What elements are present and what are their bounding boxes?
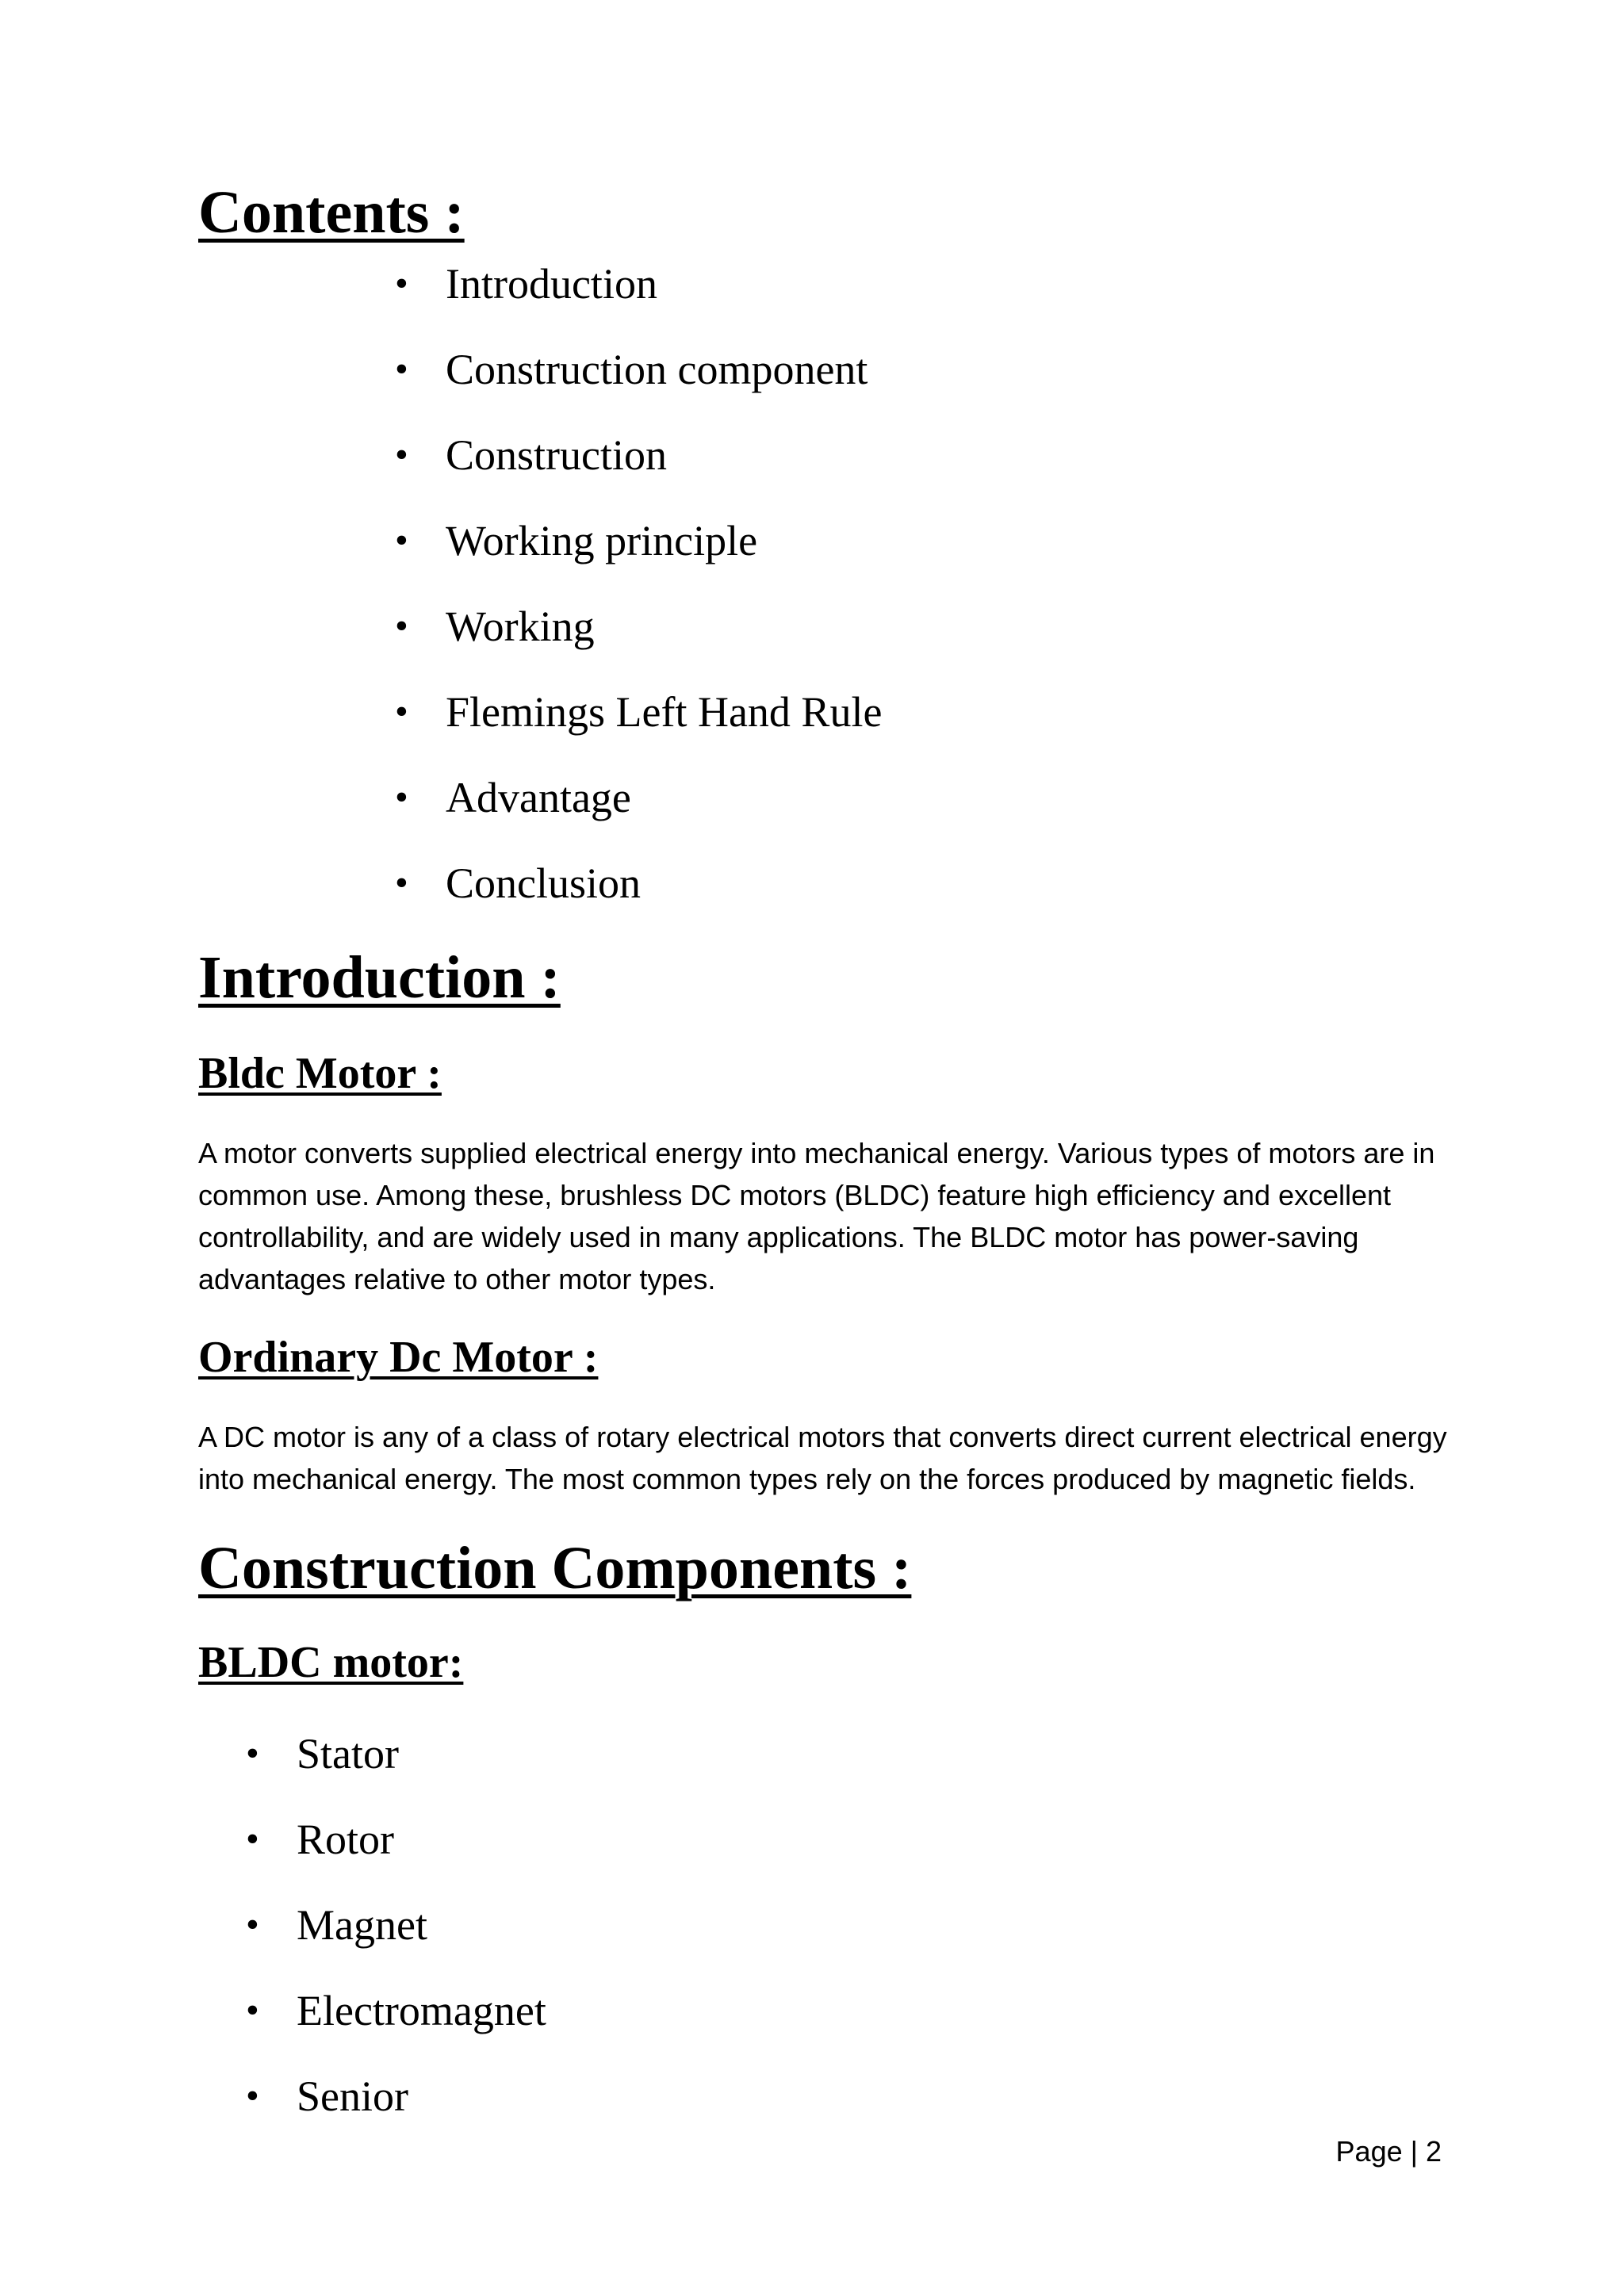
list-item-label: Construction component — [446, 346, 868, 393]
ordinary-dc-motor-paragraph: A DC motor is any of a class of rotary electrical motors that converts direct current electrical energy into mechanical energy. The most common types rely on the forces produced by magnetic fields. — [198, 1421, 1447, 1495]
bullet-icon: • — [395, 519, 408, 561]
list-item-label: Senior — [297, 2072, 408, 2120]
list-item — [246, 1797, 546, 1882]
list-item — [395, 241, 882, 327]
bullet-icon: • — [246, 1732, 259, 1774]
list-item — [395, 584, 882, 669]
list-item-label: Electromagnet — [297, 1987, 546, 2034]
bullet-icon: • — [395, 776, 408, 818]
introduction-heading: Introduction : — [198, 944, 561, 1011]
bullet-icon: • — [395, 605, 408, 647]
bullet-icon: • — [395, 262, 408, 304]
bullet-icon: • — [395, 434, 408, 476]
bullet-icon: • — [246, 2075, 259, 2117]
page-number: Page | 2 — [1335, 2135, 1442, 2168]
list-item — [395, 327, 882, 412]
list-item-label: Conclusion — [446, 859, 642, 907]
list-item-label: Advantage — [446, 774, 631, 821]
list-item — [246, 2053, 546, 2139]
list-item — [395, 840, 882, 926]
list-item-label: Rotor — [297, 1816, 395, 1863]
construction-components-heading: Construction Components : — [198, 1535, 912, 1601]
list-item-label: Working — [446, 603, 595, 650]
list-item — [395, 755, 882, 840]
list-item — [246, 1968, 546, 2053]
bullet-icon: • — [395, 691, 408, 733]
list-item — [246, 1882, 546, 1968]
bullet-icon: • — [246, 1904, 259, 1946]
list-item-label: Construction — [446, 431, 667, 479]
list-item — [395, 669, 883, 755]
bldc-motor-subheading: BLDC motor: — [198, 1638, 464, 1687]
list-item-label: Flemings Left Hand Rule — [446, 688, 883, 736]
list-item-label: Introduction — [446, 260, 657, 308]
components-list — [246, 1711, 546, 2139]
bldc-motor-heading: Bldc Motor : — [198, 1049, 442, 1098]
contents-list — [395, 241, 883, 926]
bullet-icon: • — [395, 348, 408, 390]
list-item — [395, 412, 882, 498]
bldc-motor-paragraph: A motor converts supplied electrical energy into mechanical energy. Various types of motors are in common use. Among these, brushless DC motors (BLDC) feature high efficiency and excellent controllability, and are widely used in many applications. The BLDC motor has power-saving advantages relative to other motor types. — [198, 1137, 1435, 1295]
list-item-label: Magnet — [297, 1901, 427, 1949]
contents-heading: Contents : — [198, 179, 465, 246]
bullet-icon: • — [246, 1989, 259, 2031]
bullet-icon: • — [246, 1818, 259, 1860]
list-item — [395, 498, 882, 584]
list-item — [246, 1711, 546, 1797]
bullet-icon: • — [395, 862, 408, 904]
list-item-label: Working principle — [446, 517, 758, 564]
ordinary-dc-motor-heading: Ordinary Dc Motor : — [198, 1333, 599, 1382]
list-item-label: Stator — [297, 1730, 399, 1777]
